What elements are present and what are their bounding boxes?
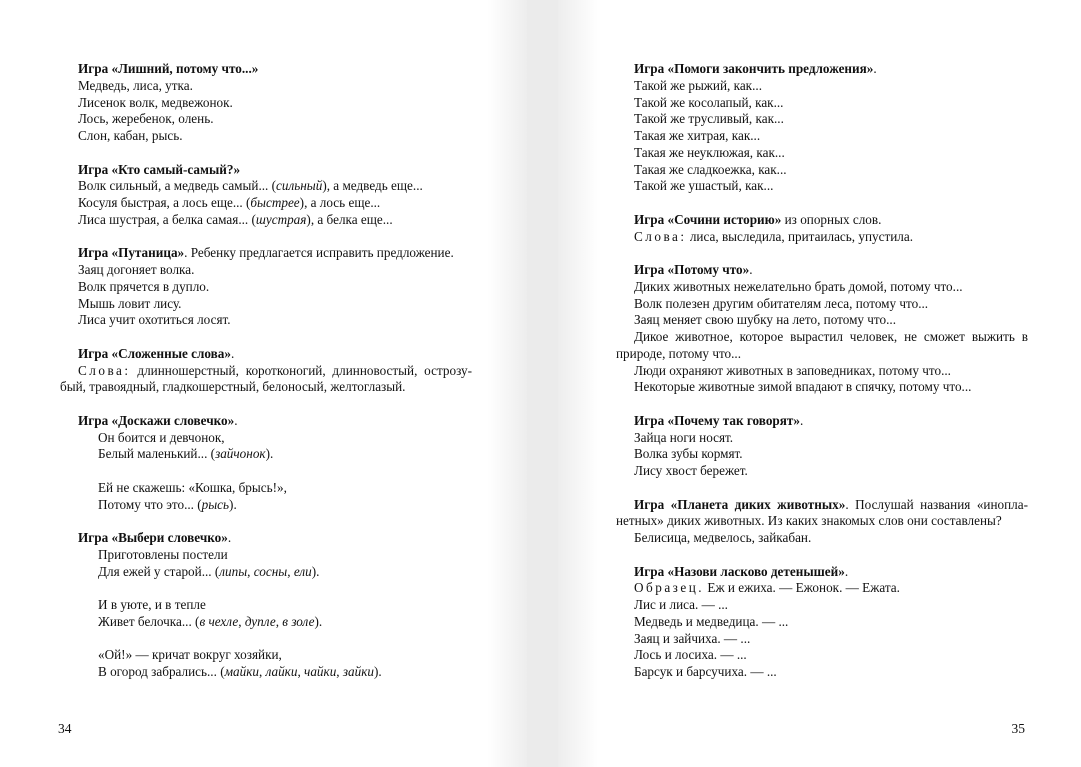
text-line: Лису хвост бережет.: [634, 463, 748, 478]
text-line: Такая же сладкоежка, как...: [634, 161, 787, 177]
verse-line: Приготовлены постели: [98, 546, 228, 562]
text-line: Медведь и медведица. — ...: [634, 613, 789, 629]
page-number: 34: [58, 721, 72, 736]
text-line: Такая же хитрая, как...: [634, 128, 761, 143]
text-line: Люди охраняют животных в заповедниках, потому что...: [634, 362, 951, 378]
game-title: Игра «Кто самый-самый?»: [78, 161, 241, 177]
text-line: Заяц и зайчиха. — ...: [634, 630, 751, 646]
verse-line: В огород забрались... (майки, лайки, чайки, зайки).: [98, 664, 382, 679]
text-line: Такой же ушастый, как...: [634, 178, 774, 194]
verse-line: И в уюте, и в тепле: [98, 597, 206, 612]
text-line: Косуля быстрая, а лось еще... (быстрее), а лось еще...: [78, 195, 381, 210]
text-line: Дикое животное, которое выраcтил человек, не сможет выжить в природе, потому что...: [616, 329, 1028, 361]
verse-line: Потому что это... (рысь).: [98, 496, 237, 512]
text-line: Некоторые животные зимой впадают в спячку, потому что...: [634, 379, 972, 395]
text-line: Лисенок волк, медвежонок.: [78, 94, 233, 110]
game-title: Игра «Выбери словечко».: [78, 530, 232, 545]
game-title: Игра «Назови ласково детенышей».: [634, 563, 849, 579]
text-line: Такой же рыжий, как...: [634, 77, 762, 93]
text-line: Такой же трусливый, как...: [634, 111, 784, 127]
text-line: Зайца ноги носят.: [634, 429, 734, 445]
game-title: Игра «Сложенные слова».: [78, 345, 235, 361]
verse-line: Ей не скажешь: «Кошка, брысь!»,: [98, 479, 287, 495]
game-title: Игра «Путаница». Ребенку предлагается исправить предложение.: [78, 245, 454, 261]
text-line: Мышь ловит лису.: [78, 295, 182, 311]
right-page-text: [616, 61, 1028, 681]
game-title: Игра «Лишний, потому что...»: [78, 61, 259, 76]
page-number: 35: [1011, 721, 1025, 736]
text-line: Лис и лиса. — ...: [634, 597, 728, 612]
game-title: Игра «Доскажи словечко».: [78, 412, 238, 428]
text-line: Слон, кабан, рысь.: [78, 128, 183, 143]
game-title: Игра «Почему так говорят».: [634, 412, 804, 428]
right-page: [558, 0, 1081, 767]
text-line: Лиса учит охотиться лосят.: [78, 312, 231, 328]
game-title: Игра «Потому что».: [634, 262, 753, 277]
text-line: Слова: лиса, выследила, притаилась, упустила.: [634, 228, 914, 244]
text-line: Такой же косолапый, как...: [634, 94, 784, 110]
game-title: Игра «Помоги закончить предложения».: [634, 61, 877, 76]
verse-line: Он боится и девчонок,: [98, 429, 225, 445]
verse-line: Для ежей у старой... (липы, сосны, ели).: [98, 563, 320, 579]
text-line: Такая же неуклюжая, как...: [634, 144, 785, 160]
left-page-text: [60, 61, 472, 681]
text-line: Заяц меняет свою шубку на лето, потому что...: [634, 312, 897, 328]
game-title: Игра «Планета диких животных». Послушай названия «инопла-нетных» диких животных. Из каких знакомых слов они составлены?: [616, 496, 1029, 529]
words-paragraph: Слова: длинношерстный, коротконогий, длинновостый, острозу-бый, травоядный, гладкошерстный, белоносый, желтоглазый.: [60, 362, 472, 395]
text-line: Волк прячется в дупло.: [78, 278, 210, 294]
text-line: Белисица, медвелось, зайкабан.: [634, 530, 812, 545]
verse-line: «Ой!» — кричат вокруг хозяйки,: [98, 647, 282, 663]
text-line: Волк полезен другим обитателям леса, потому что...: [634, 295, 929, 311]
left-page: [0, 0, 527, 767]
text-line: Лось, жеребенок, олень.: [78, 111, 214, 127]
text-line: Лось и лосиха. — ...: [634, 647, 747, 663]
game-title: Игра «Сочини историю» из опорных слов.: [634, 211, 882, 227]
text-line: Волк сильный, а медведь самый... (сильный), а медведь еще...: [78, 178, 423, 194]
text-line: Медведь, лиса, утка.: [78, 77, 193, 93]
text-line: Образец. Еж и ежиха. — Ежонок. — Ежата.: [634, 580, 900, 596]
text-line: Заяц догоняет волка.: [78, 262, 195, 277]
text-line: Барсук и барсучиха. — ...: [634, 664, 777, 679]
text-line: Диких животных нежелательно брать домой, потому что...: [634, 278, 963, 294]
text-line: Волка зубы кормят.: [634, 446, 743, 462]
verse-line: Живет белочка... (в чехле, дупле, в золе).: [98, 613, 323, 629]
verse-line: Белый маленький... (зайчонок).: [98, 446, 274, 462]
text-line: Лиса шустрая, а белка самая... (шустрая), а белка еще...: [78, 211, 393, 227]
